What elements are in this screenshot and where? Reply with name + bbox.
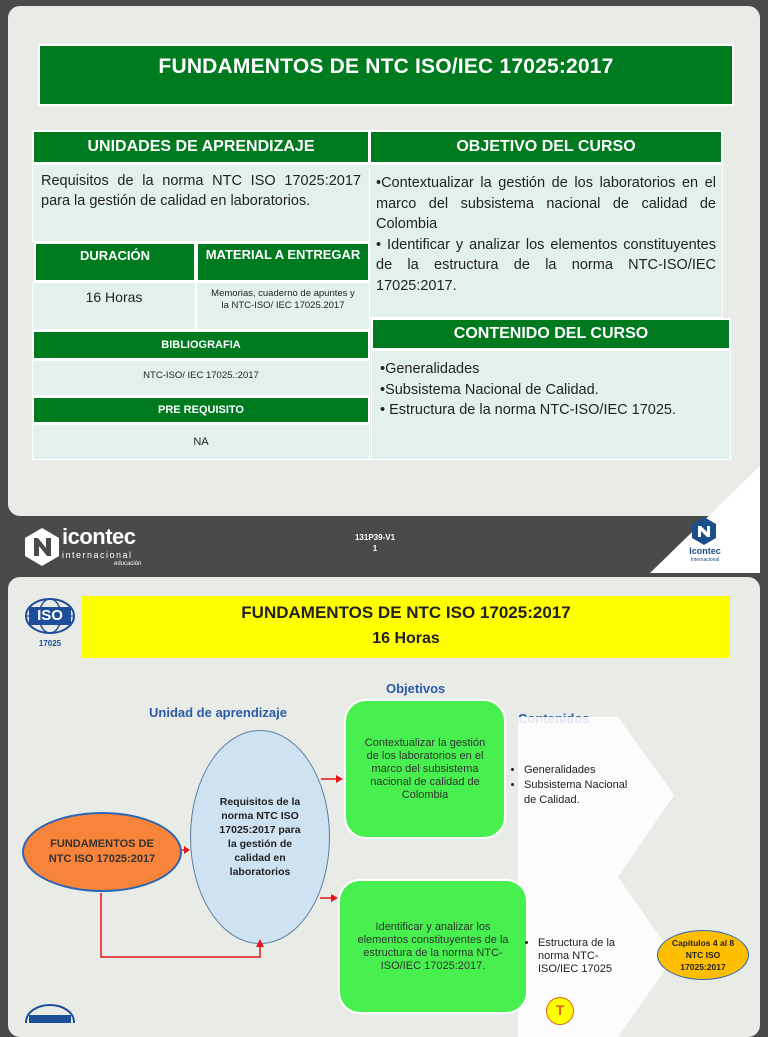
contenido-header: CONTENIDO DEL CURSO <box>371 318 731 350</box>
objetivo-box-1: Contextualizar la gestión de los laboratorios en el marco del subsistema nacional de calidad de Colombia <box>344 699 506 839</box>
footer-code <box>340 532 410 554</box>
prerequisito-header: PRE REQUISITO <box>32 396 370 424</box>
label-objetivos: Objetivos <box>386 681 446 696</box>
duracion-header: DURACIÓN <box>34 242 196 282</box>
corner-brand-sub: Internacional <box>690 557 720 563</box>
contenido-item-3: • Estructura de la norma NTC-ISO/IEC 17025. <box>380 402 676 418</box>
objetivo-body <box>369 164 723 318</box>
list-item: • Estructura de la norma NTC-ISO/IEC 17025 <box>538 937 638 976</box>
objetivo-header: OBJETIVO DEL CURSO <box>369 130 723 164</box>
prerequisito-value: NA <box>32 424 370 460</box>
corner-logo <box>650 466 760 573</box>
list-item: • Generalidades <box>524 763 642 778</box>
slide2-title: FUNDAMENTOS DE NTC ISO 17025:2017 <box>241 603 571 622</box>
iso-number: 17025 <box>38 639 62 648</box>
icontec-brand-sub: internacional <box>62 550 133 560</box>
orange-oval: FUNDAMENTOS DE NTC ISO 17025:2017 <box>22 812 182 892</box>
contenido-item-2: •Subsistema Nacional de Calidad. <box>380 381 599 398</box>
label-unidad: Unidad de aprendizaje <box>149 705 287 720</box>
contenido-item-1: •Generalidades <box>380 361 480 377</box>
capitulos-oval: Capítulos 4 al 8 NTC ISO 17025:2017 <box>657 930 749 980</box>
slide-footer <box>0 516 768 577</box>
contenido-body <box>371 350 731 460</box>
t-badge: T <box>546 997 574 1025</box>
slide2-subtitle: 16 Horas <box>372 630 440 647</box>
slide-2 <box>8 577 760 1037</box>
icontec-emblem-icon <box>22 526 62 568</box>
iso-globe-bottom-icon <box>24 1003 76 1023</box>
connector-arrows <box>8 577 760 1037</box>
slide1-title-bar <box>38 44 734 106</box>
objetivo-item-1: •Contextualizar la gestión de los laboratorios en el marco del subsistema nacional de calidad de Colombia <box>376 175 716 232</box>
icontec-brand-sub2: educación <box>114 561 142 567</box>
page-number: 1 <box>372 544 378 553</box>
material-header: MATERIAL A ENTREGAR <box>196 242 370 282</box>
unidades-text: Requisitos de la norma NTC ISO 17025:2017 para la gestión de calidad en laboratorios. <box>32 164 370 242</box>
duracion-value: 16 Horas <box>32 282 196 330</box>
iso-logo-text: ISO <box>37 607 63 624</box>
objetivo-item-2: • Identificar y analizar los elementos constituyentes de la estructura de la norma NTC-ISO/IEC 17025:2017. <box>376 236 716 294</box>
material-value: Memorias, cuaderno de apuntes y la NTC-ISO/ IEC 17025.2017 <box>196 282 370 330</box>
bibliografia-value: NTC-ISO/ IEC 17025.:2017 <box>32 360 370 396</box>
document-code: 131P39-V1 <box>354 533 396 542</box>
list-item: • Subsistema Nacional de Calidad. <box>524 778 642 808</box>
corner-brand: Icontec <box>689 546 721 556</box>
bibliografia-header: BIBLIOGRAFIA <box>32 330 370 360</box>
slide-1 <box>8 6 760 516</box>
icontec-logo <box>22 524 148 570</box>
slide1-title: FUNDAMENTOS DE NTC ISO/IEC 17025:2017 <box>158 55 614 78</box>
icontec-brand: icontec <box>62 524 136 549</box>
unidad-ellipse: Requisitos de la norma NTC ISO 17025:2017 para la gestión de calidad en laboratorios <box>190 730 330 944</box>
objetivo-box-2: Identificar y analizar los elementos constituyentes de la estructura de la norma NTC-ISO/IEC 17025:2017. <box>338 879 528 1014</box>
unidades-header: UNIDADES DE APRENDIZAJE <box>32 130 370 164</box>
